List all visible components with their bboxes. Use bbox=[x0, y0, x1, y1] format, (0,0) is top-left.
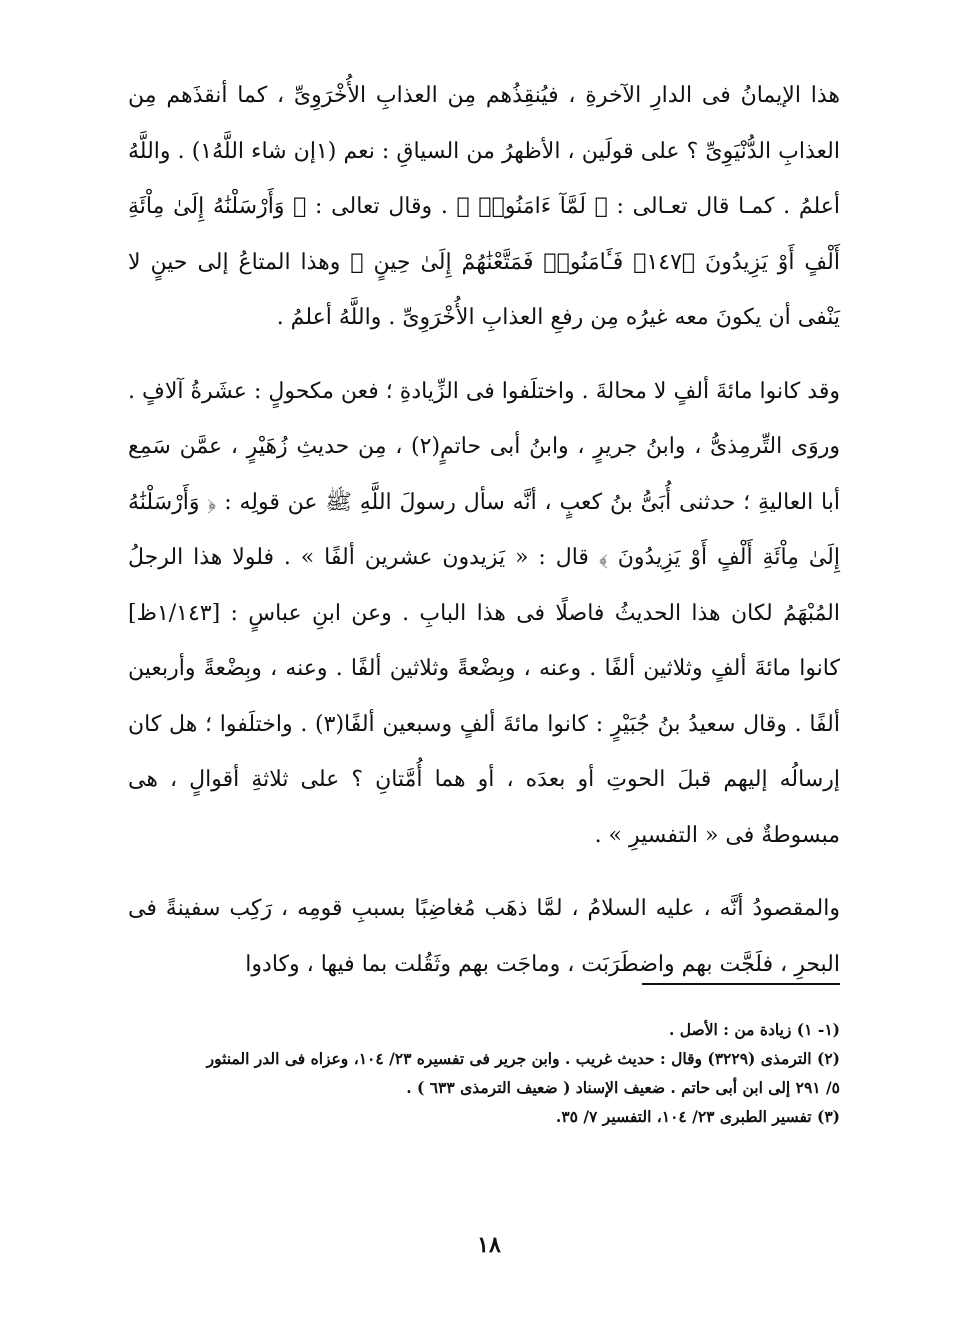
main-text bbox=[128, 68, 840, 992]
footnotes bbox=[128, 1015, 840, 1131]
footnote-divider bbox=[642, 983, 840, 985]
page-number: ١٨ bbox=[477, 1232, 501, 1258]
paragraph: وقد كانوا مائةَ ألفٍ لا محالةَ . واختلَفوا فى الزِّيادةِ ؛ فعن مكحولٍ : عشَرةُ آلافٍ . وروَى التِّرمِذىُّ ، وابنُ جريرٍ ، وابنُ أبى حاتمٍ(٢) ، مِن حديثِ زُهَيْرٍ ، عمَّن سَمِع أبا العاليةِ ؛ حدثنى أُبَىُّ بنُ كعبٍ ، أنَّه سأل رسولَ اللَّهِ ﷺ عن قولِه : ﴿ وَأَرْسَلْنَٰهُ إِلَىٰ مِاْئَةِ أَلْفٍ أَوْ يَزِيدُونَ ﴾ قال : « يَزيدون عشرين ألفًا » . فلولا هذا الرجلُ المُبْهَمُ لكان هذا الحديثُ فاصلًا فى هذا البابِ . وعن ابنِ عباسٍ : [١/١٤٣ظ] كانوا مائةَ ألفٍ وثلاثين ألفًا . وعنه ، وبِضْعةً وثلاثين ألفًا . وعنه ، وبِضْعةً وأربعين ألفًا . وقال سعيدُ بنُ جُبَيْرٍ : كانوا مائةَ ألفٍ وسبعين ألفًا(٣) . واختلَفوا ؛ هل كان إرسالُه إليهم قبلَ الحوتِ أو بعدَه ، أو هما أُمَّتانِ ؟ على ثلاثةِ أقوالٍ ، هى مبسوطةٌ فى « التفسيرِ » . bbox=[128, 378, 840, 848]
paragraph: والمقصودُ أنَّه ، عليه السلامُ ، لمَّا ذهَب مُغاضِبًا بسببِ قومِه ، رَكِب سفينةً فى البحرِ ، فلَجَّت بهم واضطَرَبَت ، وماجَت بهم وثَقُلت بما فيها ، وكادوا bbox=[128, 896, 840, 977]
footnote: (٢) الترمذى (٣٢٢٩) وقال : حديث غريب . وابن جرير فى تفسيره ٢٣/ ١٠٤، وعزاه فى الدر المنثور bbox=[206, 1049, 840, 1068]
paragraph: هذا الإيمانُ فى الدارِ الآخرةِ ، فيُنقِذُهم مِن العذابِ الأُخْرَوِىِّ ، كما أنقذَهم مِن العذابِ الدُّنْيَوِىِّ ؟ على قولَين ، الأظهرُ من السياقِ : نعم (١إن شاء اللَّهُ١) . واللَّهُ أعلمُ . كمـا قال تعـالى : ﴿ لَمَّآ ءَامَنُوا۟ ﴾ . وقال تعالى : ﴿ وَأَرْسَلْنَٰهُ إِلَىٰ مِاْئَةِ أَلْفٍ أَوْ يَزِيدُونَ ﴿١٤٧﴾ فَـَٔامَنُوا۟ فَمَتَّعْنَٰهُمْ إِلَىٰ حِينٍ ﴾ وهذا المتاعُ إلى حينٍ لا يَنْفى أن يكونَ معه غيرُه مِن رفعِ العذابِ الأُخْرَوِىِّ . واللَّهُ أعلمُ . bbox=[128, 83, 840, 330]
footnote: ٥/ ٢٩١ إلى ابن أبى حاتم . ضعيف الإسناد ( ضعيف الترمذى ٦٣٣ ) . bbox=[406, 1078, 840, 1097]
footnote: (١- ١) زيادة من : الأصل . bbox=[669, 1020, 840, 1039]
footnote: (٣) تفسير الطبرى ٢٣/ ١٠٤، التفسير ٧/ ٣٥. bbox=[555, 1107, 840, 1126]
